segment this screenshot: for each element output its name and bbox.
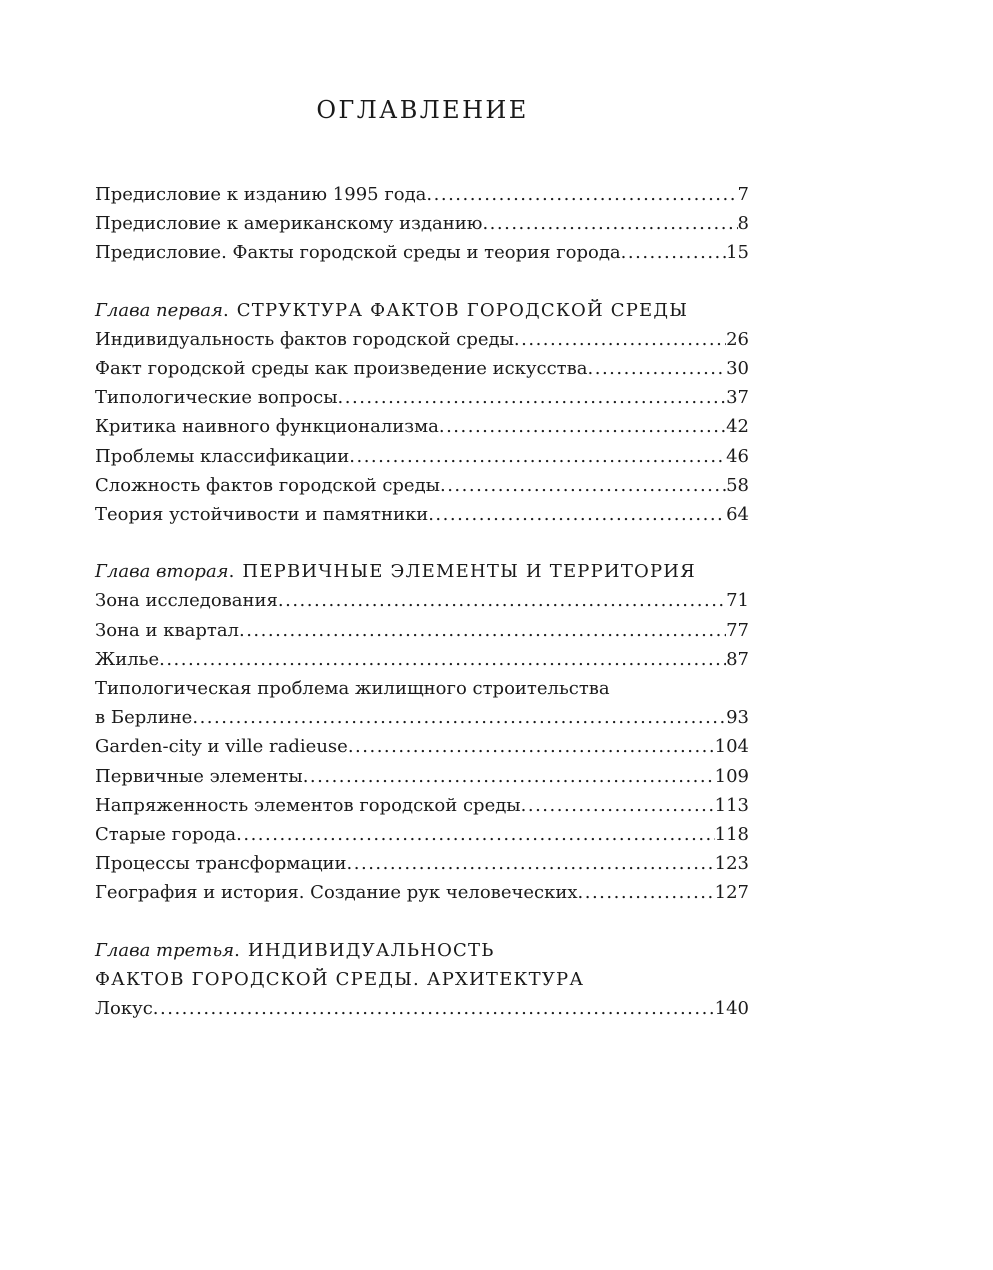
- toc-entry-page: 64: [726, 504, 749, 526]
- chapter-heading-3-line2: ФАКТОВ ГОРОДСКОЙ СРЕДЫ. АРХИТЕКТУРА: [95, 968, 585, 990]
- chapter-heading-3: [95, 936, 749, 965]
- toc-entry-page: 58: [726, 474, 749, 496]
- toc-entry-page: 46: [726, 445, 749, 467]
- toc-entry-title: Предисловие. Факты городской среды и теория города: [95, 242, 621, 264]
- dot-leader: [439, 412, 726, 441]
- toc-entry-page: 8: [737, 213, 749, 235]
- toc-entry[interactable]: [95, 645, 749, 674]
- toc-entry-page: 109: [714, 765, 749, 787]
- toc-entry[interactable]: [95, 820, 749, 849]
- dot-leader: [621, 238, 726, 267]
- toc-entry-page: 93: [726, 707, 749, 729]
- toc-entry[interactable]: [95, 383, 749, 412]
- toc-entry-title: Предисловие к американскому изданию: [95, 213, 483, 235]
- toc-entry[interactable]: [95, 412, 749, 441]
- dot-leader: [192, 703, 726, 732]
- dot-leader: [338, 383, 727, 412]
- toc-entry-page: 140: [714, 998, 749, 1020]
- toc-entry-page: 113: [714, 794, 749, 816]
- dot-leader: [278, 586, 726, 615]
- toc-entry-title: География и история. Создание рук человеческих: [95, 882, 578, 904]
- toc-entry-page: 26: [726, 328, 749, 350]
- dot-leader: [239, 616, 726, 645]
- dot-leader: [440, 471, 726, 500]
- dot-leader: [349, 442, 726, 471]
- dot-leader: [236, 820, 715, 849]
- toc-entry-title: Первичные элементы: [95, 765, 303, 787]
- dot-leader: [482, 209, 737, 238]
- section-gap: [95, 529, 749, 557]
- toc-entry-title: Старые города: [95, 824, 237, 846]
- toc-entry-title: Факт городской среды как произведение искусства: [95, 358, 588, 380]
- toc-entry-title: Проблемы классификации: [95, 445, 350, 467]
- dot-leader: [514, 325, 726, 354]
- toc-entry[interactable]: [95, 732, 749, 761]
- toc-entry-page: 37: [726, 387, 749, 409]
- dot-leader: [348, 732, 715, 761]
- toc-entry[interactable]: [95, 849, 749, 878]
- dot-leader: [428, 500, 726, 529]
- chapter-label: Глава вторая: [95, 561, 229, 583]
- dot-leader: [303, 762, 715, 791]
- chapter-label: Глава третья: [95, 939, 235, 961]
- toc-entry-page: 77: [726, 619, 749, 641]
- toc-entry[interactable]: [95, 791, 749, 820]
- toc-entry-title: Зона исследования: [95, 590, 278, 612]
- chapter-heading-1: [95, 296, 749, 325]
- toc-entry-title: Процессы трансформации: [95, 853, 347, 875]
- toc-entry[interactable]: [95, 994, 749, 1023]
- toc-entry-page: 15: [726, 242, 749, 264]
- toc-entry[interactable]: [95, 762, 749, 791]
- section-gap: [95, 908, 749, 936]
- toc-entry[interactable]: [95, 878, 749, 907]
- toc-entry-title: Типологические вопросы: [95, 387, 338, 409]
- dot-leader: [347, 849, 715, 878]
- toc-entry[interactable]: [95, 325, 749, 354]
- page-title: ОГЛАВЛЕНИЕ: [316, 96, 529, 124]
- toc-entry-page: 42: [726, 416, 749, 438]
- dot-leader: [426, 180, 737, 209]
- toc-entry-title-line1[interactable]: Типологическая проблема жилищного строительства: [95, 678, 610, 700]
- toc-entry-title: Локус: [95, 998, 153, 1020]
- chapter-title: . ИНДИВИДУАЛЬНОСТЬ: [234, 939, 495, 961]
- toc-entry-page: 30: [726, 358, 749, 380]
- toc-entry-preface-theory[interactable]: [95, 238, 749, 267]
- toc-entry-title: Garden-city и ville radieuse: [95, 736, 348, 758]
- toc-entry[interactable]: [95, 500, 749, 529]
- toc-entry-title: Напряженность элементов городской среды: [95, 794, 521, 816]
- toc-entry-page: 87: [726, 648, 749, 670]
- toc-entry-preface-1995[interactable]: [95, 180, 749, 209]
- toc-entry-title: Сложность фактов городской среды: [95, 474, 440, 496]
- toc-entry-title: в Берлине: [95, 707, 193, 729]
- chapter-title: . СТРУКТУРА ФАКТОВ ГОРОДСКОЙ СРЕДЫ: [222, 299, 689, 321]
- toc-entry[interactable]: [95, 703, 749, 732]
- toc-entry-preface-american[interactable]: [95, 209, 749, 238]
- dot-leader: [588, 354, 727, 383]
- toc-entry[interactable]: [95, 354, 749, 383]
- chapter-title: . ПЕРВИЧНЫЕ ЭЛЕМЕНТЫ И ТЕРРИТОРИЯ: [228, 561, 696, 583]
- toc-entry[interactable]: [95, 471, 749, 500]
- chapter-heading-2: [95, 557, 749, 586]
- toc-entry-title: Теория устойчивости и памятники: [95, 504, 429, 526]
- toc-entry-page: 7: [737, 184, 749, 205]
- toc-entry-title: Жилье: [95, 648, 160, 670]
- toc-entry-page: 123: [714, 853, 749, 875]
- toc-entry-page: 127: [714, 882, 749, 904]
- toc-entry-title: Зона и квартал: [95, 619, 239, 641]
- chapter-label: Глава первая: [95, 299, 223, 321]
- toc-entry-page: 71: [726, 590, 749, 612]
- toc-entry-title: Критика наивного функционализма: [95, 416, 439, 438]
- section-gap: [95, 268, 749, 296]
- toc-entry-title: Индивидуальность фактов городской среды: [95, 328, 514, 350]
- toc-entry-title: Предисловие к изданию 1995 года: [95, 184, 427, 205]
- toc-entry[interactable]: [95, 616, 749, 645]
- table-of-contents: [95, 180, 749, 1023]
- toc-entry-page: 118: [714, 824, 749, 846]
- dot-leader: [153, 994, 715, 1023]
- dot-leader: [521, 791, 715, 820]
- toc-entry-page: 104: [714, 736, 749, 758]
- toc-entry[interactable]: [95, 442, 749, 471]
- dot-leader: [578, 878, 715, 907]
- dot-leader: [159, 645, 726, 674]
- toc-entry[interactable]: [95, 586, 749, 615]
